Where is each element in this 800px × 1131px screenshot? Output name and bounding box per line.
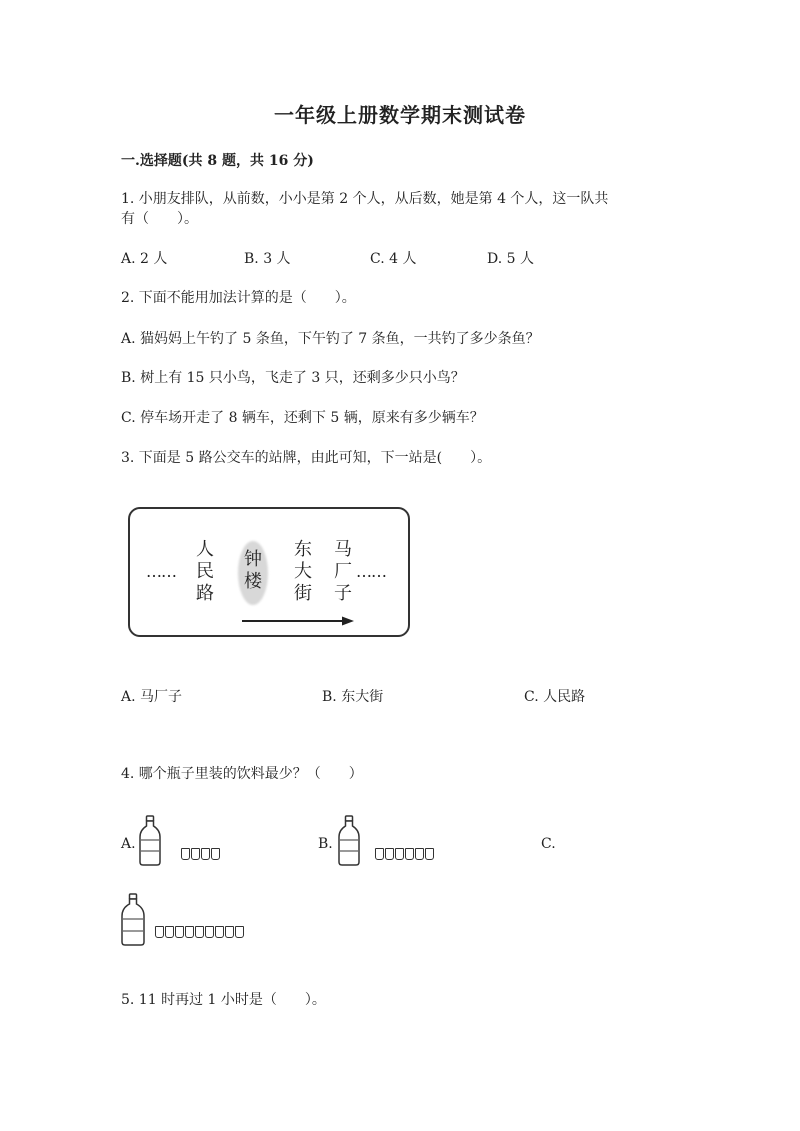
direction-arrow-icon	[240, 615, 356, 627]
cup-icon	[225, 926, 234, 938]
cup-icon	[185, 926, 194, 938]
stop-zhonglou: 钟 楼	[244, 549, 262, 592]
cup-icon	[215, 926, 224, 938]
q3-option-b: B. 东大街	[322, 689, 384, 705]
cup-icon	[211, 848, 220, 860]
q1-option-a: A. 2 人	[121, 251, 168, 267]
q2-option-b: B. 树上有 15 只小鸟，飞走了 3 只，还剩多少只小鸟？	[121, 370, 465, 386]
stop-renminlu: 人 民 路	[196, 539, 214, 604]
bus-stop-sign	[128, 507, 410, 637]
bottle-icon	[337, 815, 361, 867]
q1-option-d: D. 5 人	[487, 251, 534, 267]
cup-icon	[195, 926, 204, 938]
section-heading: 一.选择题(共 8 题，共 16 分)	[121, 153, 314, 169]
cup-icon	[415, 848, 424, 860]
stop-dongdajie: 东 大 街	[294, 539, 312, 604]
cup-icon	[175, 926, 184, 938]
q2-option-c: C. 停车场开走了 8 辆车，还剩下 5 辆，原来有多少辆车？	[121, 410, 484, 426]
cup-icon	[395, 848, 404, 860]
q3-option-a: A. 马厂子	[121, 689, 183, 705]
cup-icon	[181, 848, 190, 860]
cups-group-b	[375, 848, 434, 860]
q1-option-b: B. 3 人	[244, 251, 291, 267]
q1-text-line1: 1. 小朋友排队，从前数，小小是第 2 个人，从后数，她是第 4 个人，这一队共	[121, 191, 609, 207]
q2-option-a: A. 猫妈妈上午钓了 5 条鱼，下午钓了 7 条鱼，一共钓了多少条鱼？	[121, 331, 540, 347]
cup-icon	[425, 848, 434, 860]
sign-dots-right: ……	[356, 562, 386, 581]
q5-text: 5. 11 时再过 1 小时是（ ）。	[121, 992, 326, 1008]
cup-icon	[375, 848, 384, 860]
q3-text: 3. 下面是 5 路公交车的站牌，由此可知，下一站是( ）。	[121, 450, 492, 466]
cup-icon	[201, 848, 210, 860]
cup-icon	[191, 848, 200, 860]
cup-icon	[385, 848, 394, 860]
cup-icon	[235, 926, 244, 938]
q1-option-c: C. 4 人	[370, 251, 417, 267]
cups-group-a	[181, 848, 220, 860]
cup-icon	[405, 848, 414, 860]
sign-dots-left: ……	[146, 562, 176, 581]
cup-icon	[155, 926, 164, 938]
q2-text: 2. 下面不能用加法计算的是（ ）。	[121, 290, 356, 306]
q4-option-b: B.	[318, 836, 333, 852]
q4-option-c: C.	[541, 836, 556, 852]
q4-text: 4. 哪个瓶子里装的饮料最少？（ ）	[121, 766, 363, 782]
bottle-icon	[138, 815, 162, 867]
cup-icon	[205, 926, 214, 938]
stop-machangzi: 马 厂 子	[334, 539, 352, 604]
cups-group-c	[155, 926, 244, 938]
page-title: 一年级上册数学期末测试卷	[274, 103, 526, 127]
q1-text-line2: 有（ ）。	[121, 211, 198, 227]
q3-option-c: C. 人民路	[524, 689, 586, 705]
bottle-icon	[120, 893, 146, 947]
cup-icon	[165, 926, 174, 938]
q4-option-a: A.	[121, 836, 136, 852]
